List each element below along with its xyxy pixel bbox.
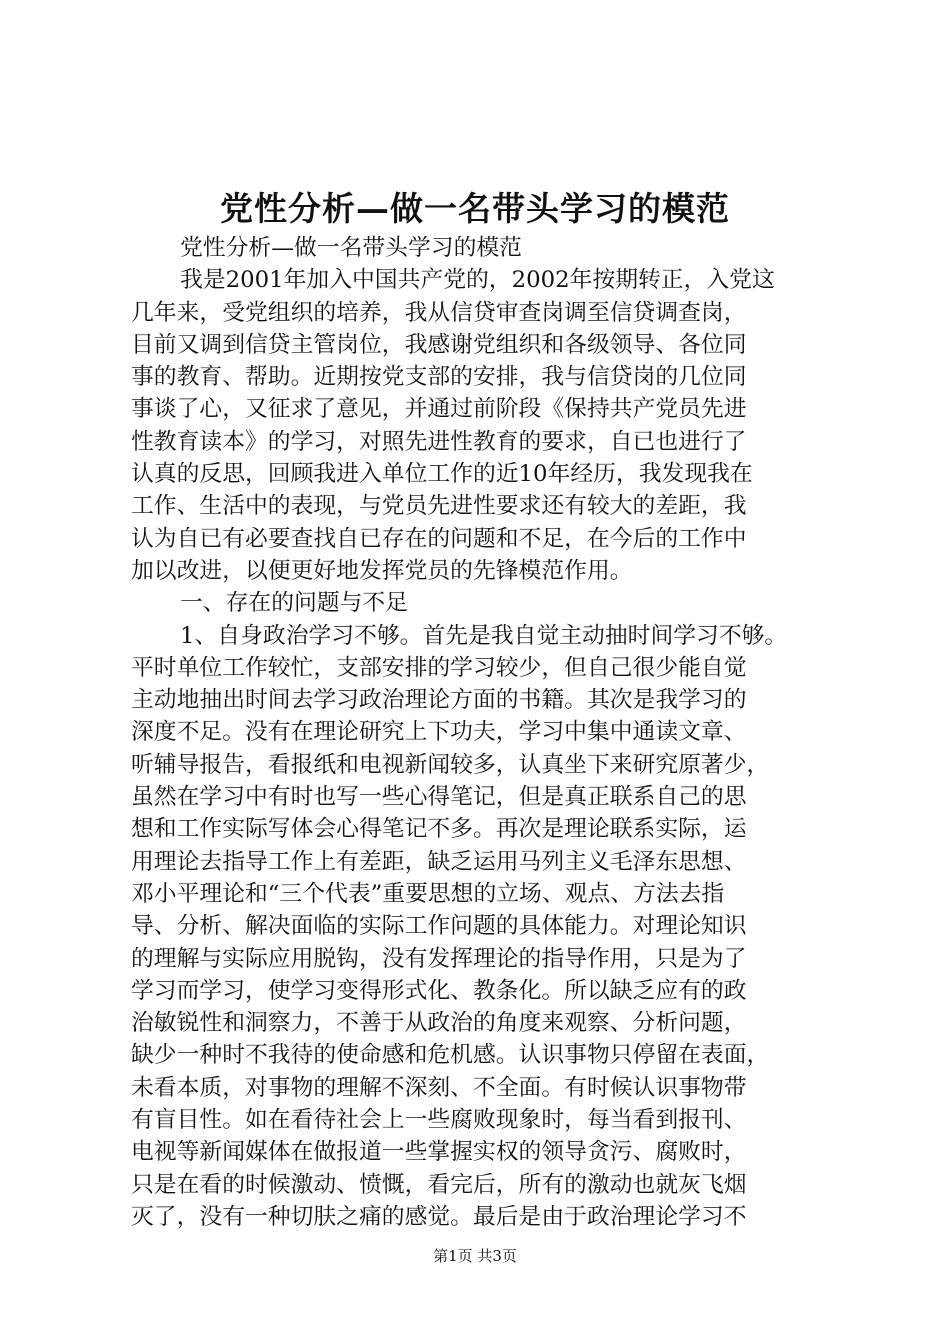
body-line: 虽然在学习中有时也写一些心得笔记，但是真正联系自己的思 <box>131 784 747 811</box>
body-line: 缺少一种时不我待的使命感和危机感。认识事物只停留在表面， <box>131 1042 770 1069</box>
body-line: 深度不足。没有在理论研究上下功夫，学习中集中通读文章、 <box>131 719 747 746</box>
body-line: 认真的反思，回顾我进入单位工作的近10年经历，我发现我在 <box>131 461 753 488</box>
body-line: 党性分析—做一名带头学习的模范 <box>180 235 522 261</box>
body-line: 有盲目性。如在看待社会上一些腐败现象时，每当看到报刊、 <box>131 1107 747 1134</box>
body-line: 电视等新闻媒体在做报道一些掌握实权的领导贪污、腐败时， <box>131 1139 747 1166</box>
body-line: 只是在看的时候激动、愤慨，看完后，所有的激动也就灰飞烟 <box>131 1171 747 1198</box>
body-line: 工作、生活中的表现，与党员先进性要求还有较大的差距，我 <box>131 493 747 520</box>
body-line: 用理论去指导工作上有差距，缺乏运用马列主义毛泽东思想、 <box>131 848 747 875</box>
page-footer: 第1页 共3页 <box>433 1247 517 1265</box>
body-line: 听辅导报告，看报纸和电视新闻较多，认真坐下来研究原著少， <box>131 751 770 778</box>
body-line: 认为自已有必要查找自已存在的问题和不足，在今后的工作中 <box>131 525 747 552</box>
body-line: 想和工作实际写体会心得笔记不多。再次是理论联系实际，运 <box>131 816 747 843</box>
body-line: 目前又调到信贷主管岗位，我感谢党组织和各级领导、各位同 <box>131 331 747 358</box>
body-line: 灭了，没有一种切肤之痛的感觉。最后是由于政治理论学习不 <box>131 1203 747 1230</box>
body-line: 导、分析、解决面临的实际工作问题的具体能力。对理论知识 <box>131 913 747 940</box>
body-line: 治敏锐性和洞察力，不善于从政治的角度来观察、分析问题， <box>131 1010 747 1037</box>
body-line: 事的教育、帮助。近期按党支部的安排，我与信贷岗的几位同 <box>131 364 747 391</box>
body-line: 的理解与实际应用脱钩，没有发挥理论的指导作用，只是为了 <box>131 945 747 972</box>
body-line: 平时单位工作较忙，支部安排的学习较少，但自己很少能自觉 <box>131 654 747 681</box>
body-line: 几年来，受党组织的培养，我从信贷审查岗调至信贷调查岗， <box>131 299 747 326</box>
body-line: 加以改进，以便更好地发挥党员的先锋模范作用。 <box>131 557 633 584</box>
body-line: 学习而学习，使学习变得形式化、教条化。所以缺乏应有的政 <box>131 977 747 1004</box>
document-body <box>131 232 831 1233</box>
body-line: 未看本质，对事物的理解不深刻、不全面。有时候认识事物带 <box>131 1074 747 1101</box>
document-title: 党性分析—做一名带头学习的模范 <box>220 189 730 228</box>
body-line: 一、存在的问题与不足 <box>180 590 408 617</box>
body-line: 1、自身政治学习不够。首先是我自觉主动抽时间学习不够。 <box>180 622 788 649</box>
body-line: 事谈了心，又征求了意见，并通过前阶段《保持共产党员先进 <box>131 396 747 423</box>
body-line: 我是2001年加入中国共产党的，2002年按期转正，入党这 <box>180 267 775 294</box>
body-line: 邓小平理论和“三个代表”重要思想的立场、观点、方法去指 <box>131 880 725 907</box>
body-line: 性教育读本》的学习，对照先进性教育的要求，自已也进行了 <box>131 428 747 455</box>
body-line: 主动地抽出时间去学习政治理论方面的书籍。其次是我学习的 <box>131 687 747 714</box>
